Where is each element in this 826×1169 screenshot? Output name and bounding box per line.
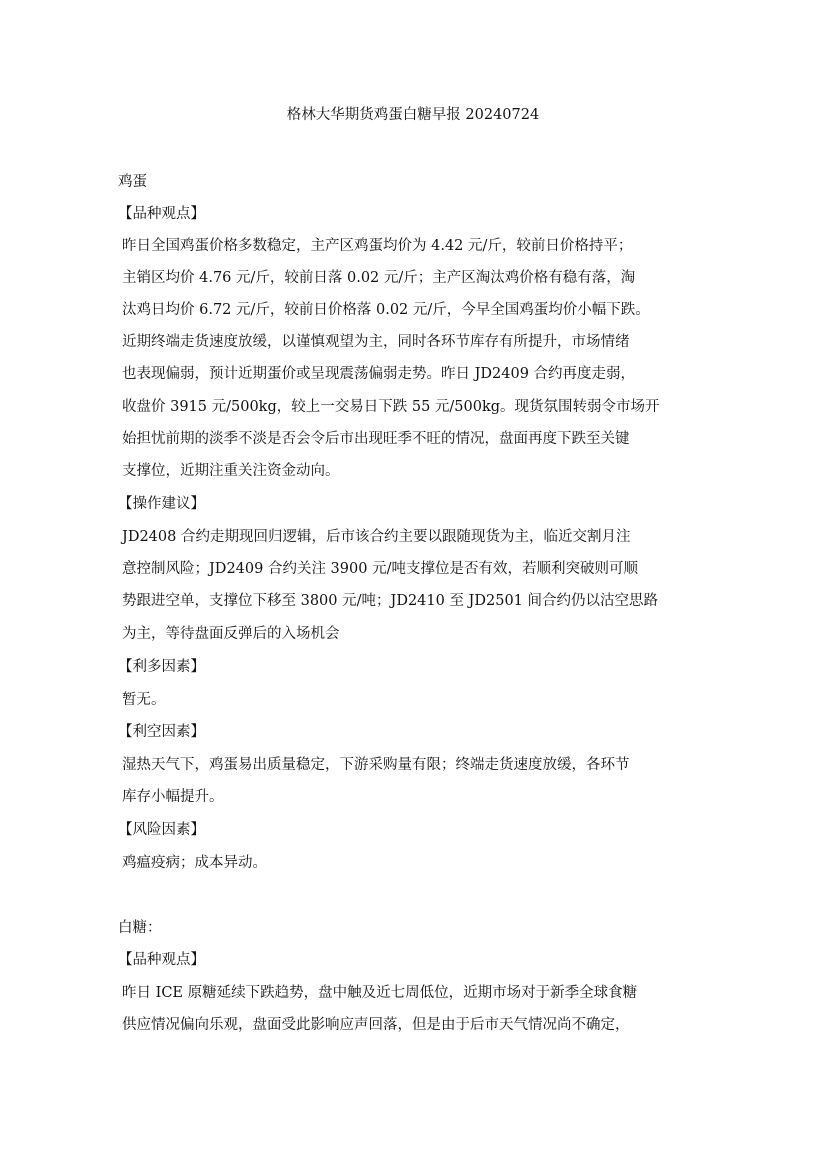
egg-advice-line: 意控制风险；JD2409 合约关注 3900 元/吨支撑位是否有效，若顺利突破则可顺 bbox=[122, 561, 638, 577]
egg-advice-heading: 【操作建议】 bbox=[118, 496, 205, 512]
egg-bearish-line: 库存小幅提升。 bbox=[122, 789, 224, 805]
sugar-view-line: 昨日 ICE 原糖延续下跌趋势，盘中触及近七周低位，近期市场对于新季全球食糖 bbox=[122, 985, 638, 1001]
document-title: 格林大华期货鸡蛋白糖早报 20240724 bbox=[286, 107, 540, 123]
egg-advice-line: 为主，等待盘面反弹后的入场机会 bbox=[122, 626, 340, 642]
egg-view-line: 昨日全国鸡蛋价格多数稳定，主产区鸡蛋均价为 4.42 元/斤，较前日价格持平； bbox=[122, 238, 633, 254]
egg-advice-line: 势跟进空单，支撑位下移至 3800 元/吨；JD2410 至 JD2501 间合约仍以沽空思路 bbox=[122, 593, 659, 609]
sugar-view-line: 供应情况偏向乐观，盘面受此影响应声回落，但是由于后市天气情况尚不确定， bbox=[122, 1017, 630, 1033]
egg-bearish-line: 湿热天气下，鸡蛋易出质量稳定，下游采购量有限；终端走货速度放缓，各环节 bbox=[122, 757, 630, 773]
egg-view-line: 也表现偏弱，预计近期蛋价或呈现震荡偏弱走势。昨日 JD2409 合约再度走弱， bbox=[122, 366, 636, 382]
egg-bullish-line: 暂无。 bbox=[122, 692, 166, 708]
egg-advice-line: JD2408 合约走期现回归逻辑，后市该合约主要以跟随现货为主，临近交割月注 bbox=[122, 529, 631, 545]
egg-section-title: 鸡蛋 bbox=[118, 174, 147, 190]
egg-view-line: 收盘价 3915 元/500kg，较上一交易日下跌 55 元/500kg。现货氛围转弱令市场开 bbox=[122, 399, 660, 415]
egg-bullish-heading: 【利多因素】 bbox=[118, 659, 205, 675]
egg-risk-heading: 【风险因素】 bbox=[118, 822, 205, 838]
egg-view-line: 近期终端走货速度放缓，以谨慎观望为主，同时各环节库存有所提升，市场情绪 bbox=[122, 334, 630, 350]
egg-bearish-heading: 【利空因素】 bbox=[118, 724, 205, 740]
egg-risk-line: 鸡瘟疫病；成本异动。 bbox=[122, 855, 267, 871]
sugar-view-heading: 【品种观点】 bbox=[118, 952, 205, 968]
egg-view-heading: 【品种观点】 bbox=[118, 206, 205, 222]
sugar-section-title: 白糖： bbox=[118, 920, 162, 936]
egg-view-line: 汰鸡日均价 6.72 元/斤，较前日价格落 0.02 元/斤，今早全国鸡蛋均价小幅下跌。 bbox=[122, 302, 650, 318]
egg-view-line: 支撑位，近期注重关注资金动向。 bbox=[122, 463, 340, 479]
egg-view-line: 始担忧前期的淡季不淡是否会令后市出现旺季不旺的情况，盘面再度下跌至关键 bbox=[122, 431, 630, 447]
egg-view-line: 主销区均价 4.76 元/斤，较前日落 0.02 元/斤；主产区淘汰鸡价格有稳有落，淘 bbox=[122, 270, 636, 286]
